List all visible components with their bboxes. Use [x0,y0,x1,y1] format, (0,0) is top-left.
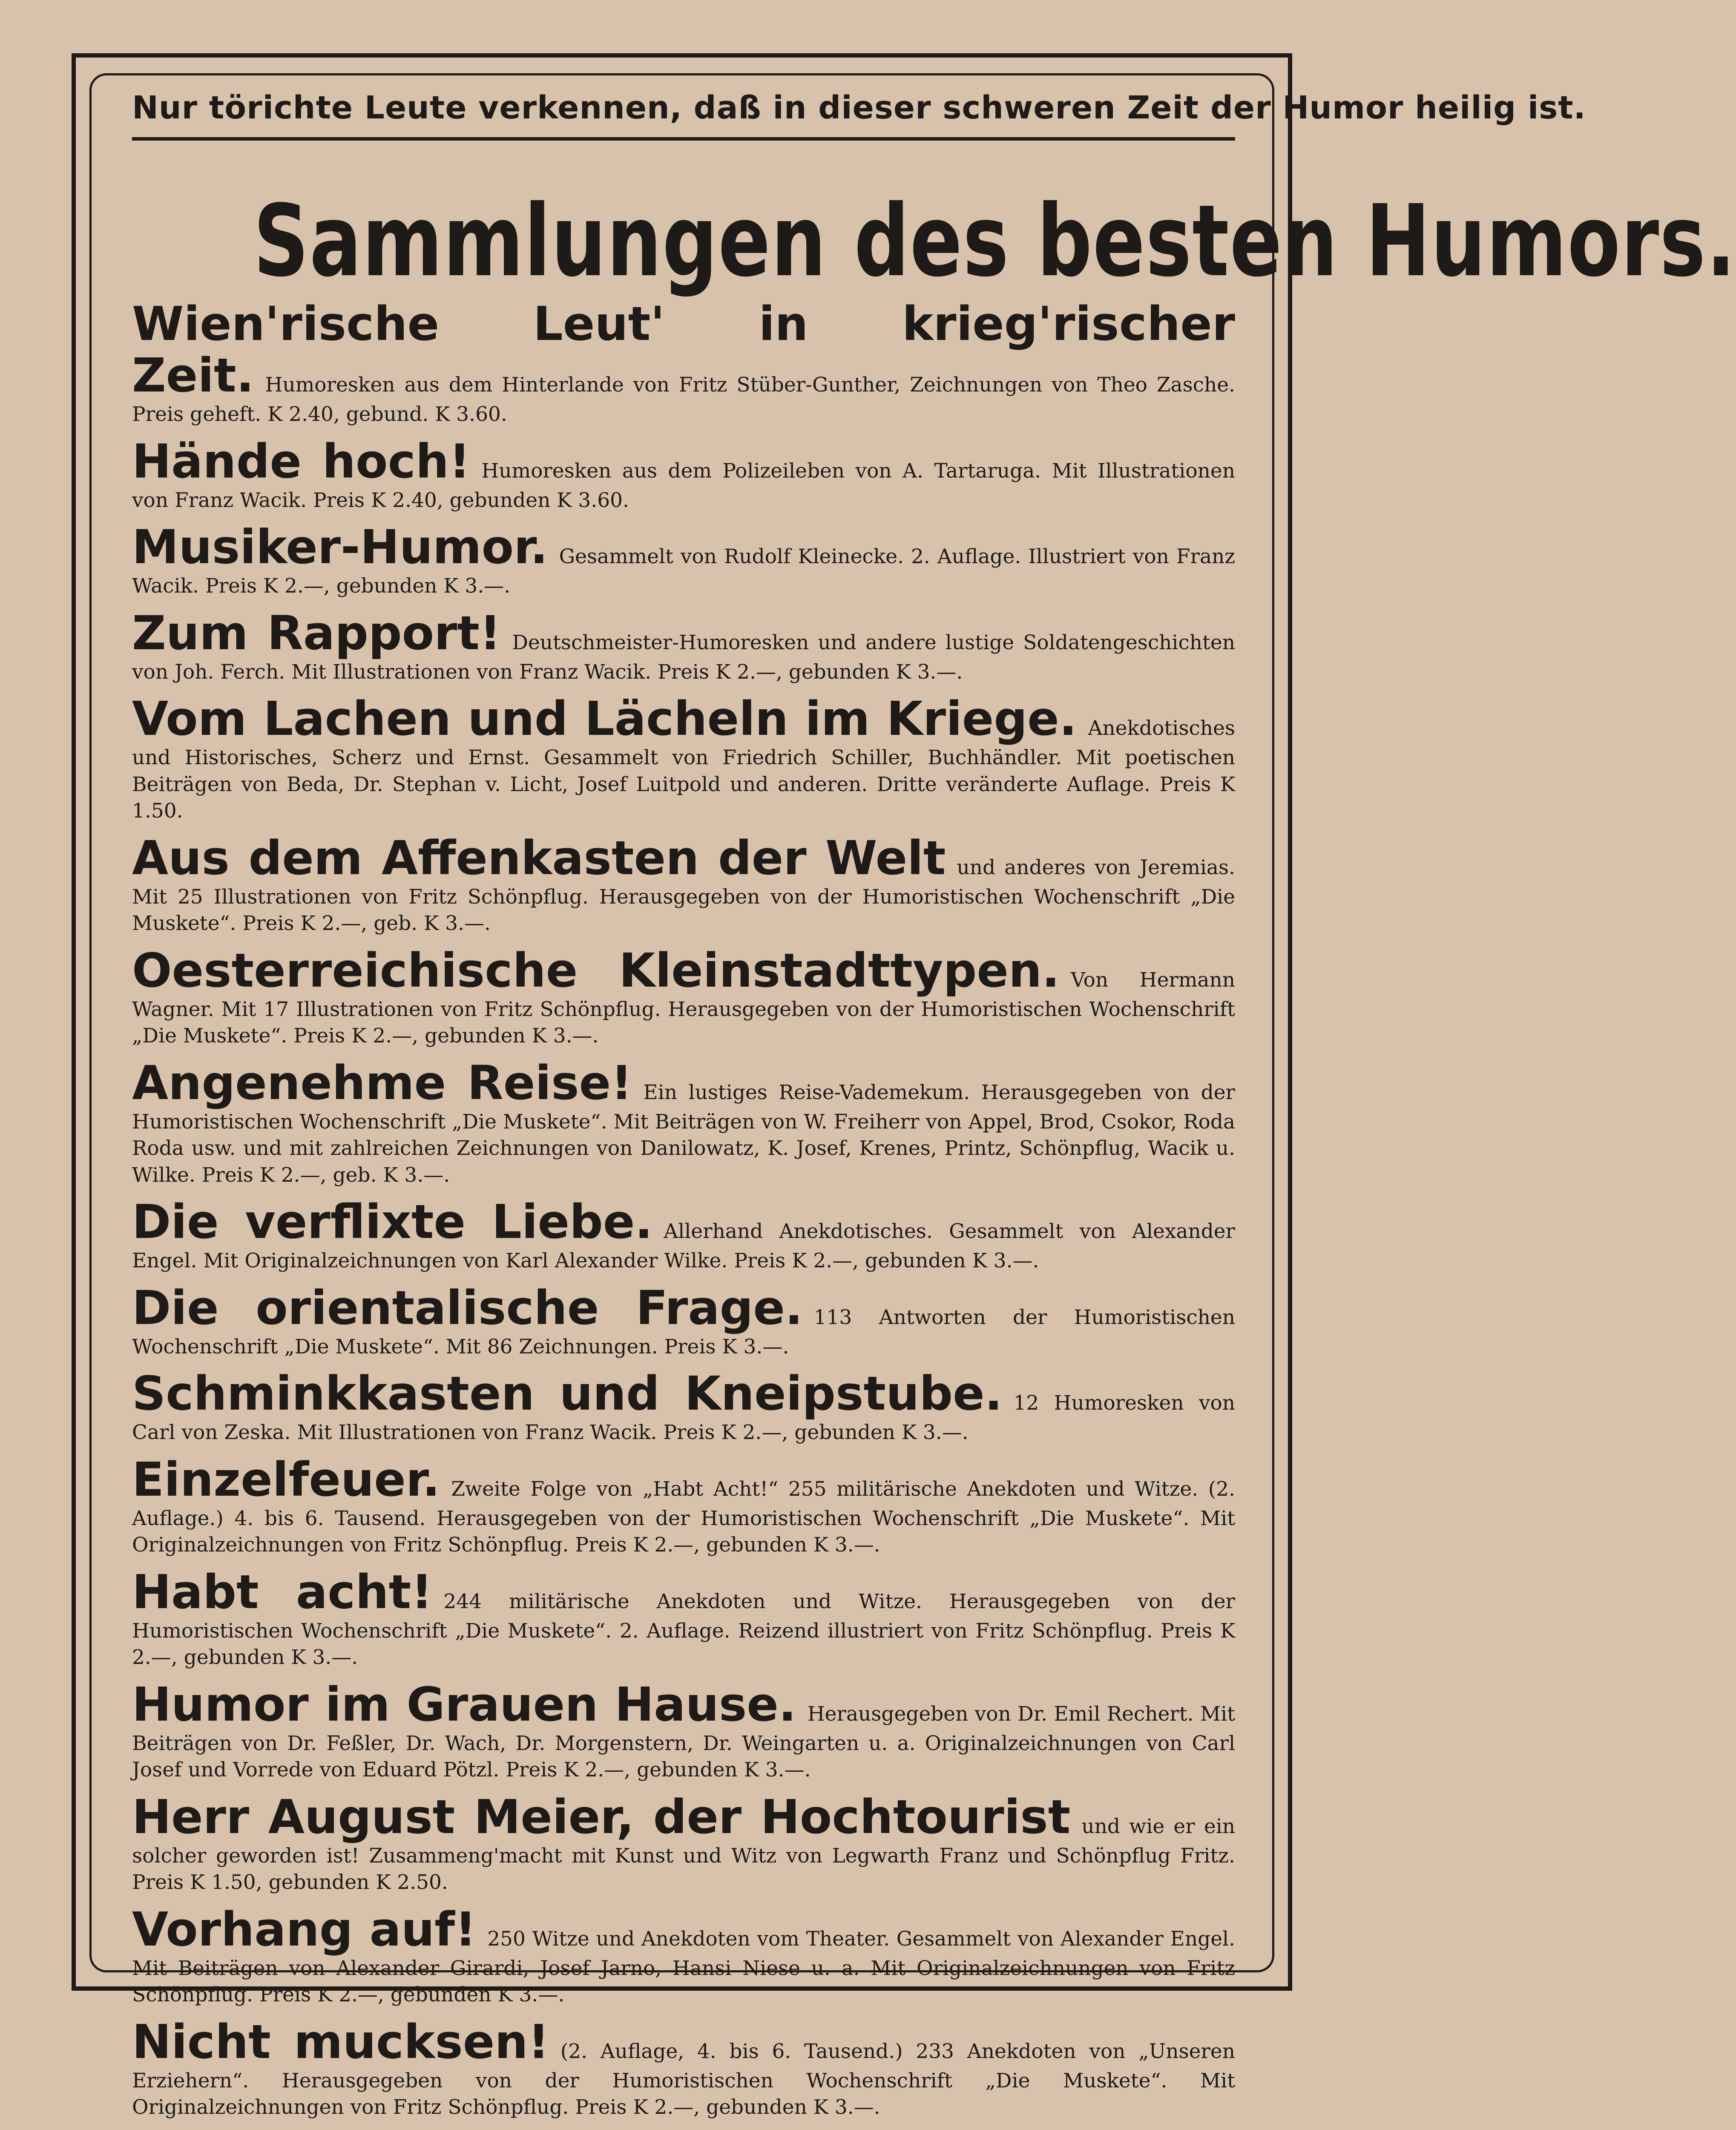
book-entry [132,1282,1235,1361]
book-description: 250 Witze und Anekdoten vom Theater. Gesammelt von Alexander Engel. Mit Beiträgen von Alexander Girardi, Josef Jarno, Hansi Niese u. a. Mit Originalzeichnungen von Fritz Schönpflug. Preis K 2.—, gebunden K 3.—. [132,1927,1235,2006]
book-title: Herr August Meier, der Hochtourist [132,1789,1071,1844]
book-description: Gesammelt von Rudolf Kleinecke. 2. Auflage. Illustriert von Franz Wacik. Preis K 2.—, gebunden K 3.—. [132,545,1235,598]
book-title: Die orientalische Frage. [132,1280,803,1335]
book-description: (2. Auflage, 4. bis 6. Tausend.) 233 Anekdoten von „Unseren Erziehern“. Herausgegeben von der Humoristischen Wochenschrift „Die Muskete“. Mit Originalzeichnungen von Fritz Schönpflug. Preis K 2.—, gebunden K 3.—. [132,2039,1235,2119]
book-entry [132,1368,1235,1446]
book-title: Nicht mucksen! [132,2014,549,2069]
book-entry [132,1057,1235,1189]
book-title: Aus dem Affenkasten der Welt [132,830,946,885]
book-description: Humoresken aus dem Hinterlande von Fritz Stüber-Gunther, Zeichnungen von Theo Zasche. Preis geheft. K 2.40, gebund. K 3.60. [132,373,1235,426]
book-description: und wie er ein solcher geworden ist! Zusammeng'macht mit Kunst und Witz von Legwarth Franz und Schönpflug Fritz. Preis K 1.50, gebunden K 2.50. [132,1814,1236,1894]
book-title: Habt acht! [132,1564,433,1619]
book-title: Vorhang auf! [132,1902,477,1957]
book-title: Die verflixte Liebe. [132,1195,653,1249]
book-entry [132,832,1235,937]
book-entry [132,1791,1235,1896]
book-entry [132,1566,1235,1671]
book-title: Zum Rapport! [132,605,501,660]
book-entry [132,1454,1235,1559]
book-description: Von Hermann Wagner. Mit 17 Illustrationen von Fritz Schönpflug. Herausgegeben von der Humoristischen Wochenschrift „Die Muskete“. Preis K 2.—, gebunden K 3.—. [132,968,1235,1048]
book-entry [132,298,1235,428]
book-title: Einzelfeuer. [132,1452,440,1507]
book-entry [132,1679,1235,1784]
book-description: Anekdotisches und Historisches, Scherz und Ernst. Gesammelt von Friedrich Schiller, Buchhändler. Mit poetischen Beiträgen von Beda, Dr. Stephan v. Licht, Josef Luitpold und anderen. Dritte veränderte Auflage. Preis K 1.50. [132,717,1235,823]
book-description: Zweite Folge von „Habt Acht!“ 255 militärische Anekdoten und Witze. (2. Auflage.) 4. bis 6. Tausend. Herausgegeben von der Humoristischen Wochenschrift „Die Muskete“. Mit Originalzeichnungen von Fritz Schönpflug. Preis K 2.—, gebunden K 3.—. [132,1477,1235,1557]
book-title: Angenehme Reise! [132,1055,632,1110]
book-entry [132,1196,1235,1275]
book-description: und anderes von Jeremias. Mit 25 Illustrationen von Fritz Schönpflug. Herausgegeben von der Humoristischen Wochenschrift „Die Muskete“. Preis K 2.—, geb. K 3.—. [132,855,1235,935]
book-description: 12 Humoresken von Carl von Zeska. Mit Illustrationen von Franz Wacik. Preis K 2.—, gebunden K 3.—. [132,1391,1235,1444]
book-title: Oesterreichische Kleinstadttypen. [132,943,1060,998]
book-description: Allerhand Anekdotisches. Gesammelt von Alexander Engel. Mit Originalzeichnungen von Karl Alexander Wilke. Preis K 2.—, gebunden K 3.—. [132,1220,1235,1272]
book-list [132,298,1235,2121]
book-entry [132,1904,1235,2009]
book-description: 244 militärische Anekdoten und Witze. Herausgegeben von der Humoristischen Wochenschrift „Die Muskete“. 2. Auflage. Reizend illustriert von Fritz Schönpflug. Preis K 2.—, gebunden K 3.—. [132,1589,1235,1669]
book-description: 113 Antworten der Humoristischen Wochenschrift „Die Muskete“. Mit 86 Zeichnungen. Preis K 3.—. [132,1305,1236,1359]
book-title: Wien'rische Leut' in krieg'rischer Zeit. [132,296,1235,403]
book-description: Herausgegeben von Dr. Emil Rechert. Mit Beiträgen von Dr. Feßler, Dr. Wach, Dr. Morgenstern, Dr. Weingarten u. a. Originalzeichnungen von Carl Josef und Vorrede von Eduard Pötzl. Preis K 2.—, gebunden K 3.—. [132,1702,1235,1782]
book-title: Humor im Grauen Hause. [132,1677,796,1732]
headline: Sammlungen des besten Humors. [253,184,1736,299]
book-entry [132,436,1235,514]
advertisement-page [132,89,1736,2130]
book-title: Musiker-Humor. [132,520,548,574]
book-description: Deutschmeister-Humoresken und andere lustige Soldatengeschichten von Joh. Ferch. Mit Illustrationen von Franz Wacik. Preis K 2.—, gebunden K 3.—. [132,630,1236,684]
book-description: Humoresken aus dem Polizeileben von A. Tartaruga. Mit Illustrationen von Franz Wacik. Preis K 2.40, gebunden K 3.60. [132,459,1235,512]
book-title: Vom Lachen und Lächeln im Kriege. [132,691,1077,746]
book-entry [132,521,1235,600]
book-entry [132,693,1235,825]
book-entry [132,2016,1235,2121]
tagline: Nur törichte Leute verkennen, daß in dieser schweren Zeit der Humor heilig ist. [132,89,1235,141]
book-description: Ein lustiges Reise-Vademekum. Herausgegeben von der Humoristischen Wochenschrift „Die Muskete“. Mit Beiträgen von W. Freiherr von Appel, Brod, Csokor, Roda Roda usw. und mit zahlreichen Zeichnungen von Danilowatz, K. Josef, Krenes, Printz, Schönpflug, Wacik u. Wilke. Preis K 2.—, geb. K 3.—. [132,1080,1235,1187]
book-entry [132,607,1235,686]
book-entry [132,945,1235,1050]
book-title: Hände hoch! [132,434,471,489]
book-title: Schminkkasten und Kneipstube. [132,1366,1003,1421]
